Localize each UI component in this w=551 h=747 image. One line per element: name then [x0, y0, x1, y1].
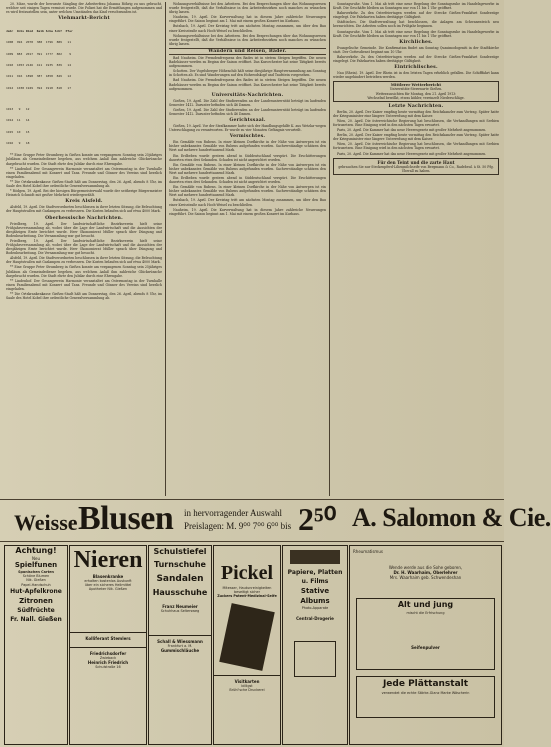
banner-price: 2⁵⁰ [298, 501, 337, 537]
article: Berlin, 20. April. Der Kaiser empfing heute vormittag den Reichskanzler zum Vortrag. Später hatte der Kriegsminister eine längere Unterredung mit dem Kaiser. [333, 133, 499, 142]
article: Ein Gemälde von Rubens. In einer kleinen Dorfkirche in der Nähe von Antwerpen ist ein bisher unbekanntes Gemälde von Rubens aufgefunden worden. Sachverständige schätzen den Wert auf mehrere hunderttausend Mark. [169, 185, 326, 198]
ad-line: Zitronen [19, 596, 53, 605]
ad-line: Neu [32, 556, 40, 561]
ad-title: Nieren [73, 547, 143, 573]
article: Evangelische Gemeinde. Die Konfirmation findet am Sonntag Quasimodogeniti in der Stadtkirche statt. Der Gottesdienst beginnt um 10 Uhr. [333, 45, 499, 54]
article: Ein Gemälde von Rubens. In einer kleinen Dorfkirche in der Nähe von Antwerpen ist ein bisher unbekanntes Gemälde von Rubens aufgefunden worden. Sachverständige schätzen den Wert auf mehrere hunderttausend Mark. [169, 140, 326, 153]
column-3 [333, 2, 499, 496]
column-1 [6, 2, 162, 496]
article: Butzbach, 19. April. Der Kreistag tritt am nächsten Montag zusammen, um über den Bau einer Kreisstraße nach Hoch-Weisel zu beschließen. [169, 24, 326, 33]
ad-line: Zuckers Patent-Medizinal-Seife [217, 594, 277, 599]
ad-line: Papiere, Platten [287, 569, 343, 576]
article: Nauheim, 19. April. Die Kurverwaltung hat in diesem Jahre zahlreiche Neuerungen eingeführt. Die Saison beginnt am 1. Mai mit einem großen Konzert im Kurhaus. [169, 207, 326, 216]
ad-line: Brühl'sche Druckerei [229, 687, 265, 692]
article: Friedberg, 19. April. Der landwirtschaftliche Bezirksverein hielt seine Frühjahrsversammlung ab, wobei über die Lage der Landwirtschaft und die Aussichten der diesjährigen Ernte berichtet wurde. Herr Ökonomierat Müller sprach über Düngung und Bodenbearbeitung. Die Versammlung war gut besucht. [6, 221, 162, 238]
weather-line: Universitäts-Sternwarte Gießen. [389, 87, 443, 92]
teint-ad-box [333, 158, 499, 175]
table-row: 1909 883 2017 391 1777 802 9 [6, 51, 72, 56]
heading-vermischtes: Vermischtes. [229, 134, 266, 140]
article: Nauheim, 19. April. Die Kurverwaltung hat in diesem Jahre zahlreiche Neuerungen eingeführt. Die Saison beginnt am 1. Mai mit einem großen Konzert im Kurhaus. [169, 15, 326, 24]
ad-pickel [213, 545, 281, 745]
article: Ein Gemälde von Rubens. In einer kleinen Dorfkirche in der Nähe von Antwerpen ist ein bisher unbekanntes Gemälde von Rubens aufgefunden worden. Sachverständige schätzen den Wert auf mehrere hunderttausend Mark. [169, 162, 326, 175]
banner-weisse: Weisse [14, 510, 78, 535]
article: Wohnungsverhältnisse bei den Arbeitern. Bei den Besprechungen über das Wohnungswesen wurde festgestellt, daß die Verhältnisse in den Arbeiterbezirken noch manches zu wünschen übrig lassen. [169, 33, 326, 46]
ad-achtung [4, 545, 68, 745]
article: ** Lindenhof. Der Gesangverein Harmonie veranstaltet am Ostermontag in der Turnhalle einen Familienabend mit Konzert und Tanz. Freunde und Gönner des Vereins sind herzlich eingeladen. [6, 278, 162, 291]
ad-line: Spielfunen [14, 561, 58, 569]
article: Sonntagsruhe. Vom 1. Mai ab tritt eine neue Regelung der Sonntagsruhe im Handelsgewerbe in Kraft. Die Geschäfte bleiben an Sonntagen nur von 11 bis 1 Uhr geöffnet. [333, 29, 499, 38]
ad-title: Achtung! [15, 546, 57, 555]
article: * Rödgen, 19. April. Bei der hiesigen Bürgermeisterwahl wurde der seitherige Bürgermeister Heinrich Schmidt mit großer Mehrheit wiedergewählt. [6, 189, 162, 198]
heading-viehmarkt: Viehmarkt-Bericht [58, 16, 110, 22]
heading-kreis: Kreis Alsfeld. [65, 199, 103, 205]
ad-line: Franz Neumeier [162, 604, 198, 609]
ad-line: Frankfurt a. M. [167, 644, 193, 649]
ad-subbox [214, 675, 280, 692]
ad-line: Papel-Handschuh [21, 582, 51, 587]
ad-line: Südfrüchte [17, 606, 55, 614]
ad-line: Albums [300, 597, 330, 605]
ad-line: Fr. Nall. Gießen [10, 615, 62, 623]
heading-wandern: Wandern und Reisen, Bäder. [169, 48, 326, 55]
ad-line: Mrs. Waarhaim geb. Schwendeshan [389, 575, 462, 580]
table-row: 1908 994 2078 388 1796 889 11 [6, 40, 72, 45]
teint-text: gebrauchen Sie nur Steckenpferd-Lilienmilchseife von Bergmann & Co., Radebeul. à St. 50 Pfg. Überall zu haben. [338, 164, 494, 173]
article: ** Die Ortskrankenkasse Gießen-Stadt hält am Donnerstag, den 26. April, abends 8 Uhr, im Saale des Hotel Kobel ihre ordentliche Generalversammlung ab. [6, 292, 162, 301]
ad-line: mischt die Erfrischung [406, 611, 445, 615]
article: Wien, 20. April. Die österreichische Regierung hat beschlossen, die Verhandlungen mit Serbien fortzusetzen. Eine Einigung wird in den nächsten Tagen erwartet. [333, 142, 499, 151]
teint-title: Für den Teint und die zarte Haut [377, 159, 455, 165]
article: Alsfeld, 19. April. Die Stadtverordneten beschlossen in ihrer letzten Sitzung, die Beleuchtung der Hauptstraßen mit Gaslampen zu verbessern. Die Kosten belaufen sich auf etwa 4000 Mark. [6, 205, 162, 214]
banner-preislagen: Preislagen: M. 9⁰⁰ 7⁰⁰ 6⁰⁰ bis [184, 521, 292, 531]
article: Ein Erdbeben wurde gestern abend in Süddeutschland verspürt. Die Erschütterungen dauerten etwa drei Sekunden. Schaden ist nicht angerichtet worden. [169, 176, 326, 185]
article: ** Die Ortskrankenkasse Gießen-Stadt hält am Donnerstag, den 26. April, abends 8 Uhr, im Saale des Hotel Kobel ihre ordentliche Generalversammlung ab. [6, 179, 162, 189]
banner-bottom-rule [0, 541, 504, 542]
table-row: 1911 916 1898 387 1858 849 12 [6, 74, 72, 79]
ad-schulstiefel [148, 545, 212, 745]
weather-title: Mittlerer Wetterbericht [390, 82, 442, 88]
ad-line: Rheumatismus [353, 549, 383, 554]
product-illustration [219, 603, 275, 671]
blusen-banner [0, 500, 551, 540]
ad-line: Schall & Wiessmann [157, 639, 203, 645]
ad-line: über ein sicheres Heilmittel [84, 583, 132, 588]
article: Paris, 20. April. Die Kammer hat das neue Heeresgesetz mit großer Mehrheit angenommen. [337, 151, 487, 156]
market-table [6, 22, 162, 153]
heading-eintrichlisches: Eintrichlisches. [394, 65, 438, 71]
article: Gießen, 19. April. Die Zahl der Studierenden an der Landesuniversität beträgt im laufenden Semester 1412. Darunter befinden sich 46 Damen. [169, 98, 326, 107]
article: Sonntagsruhe. Vom 1. Mai ab tritt eine neue Regelung der Sonntagsruhe im Handelsgewerbe in Kraft. Die Geschäfte bleiben an Sonntagen nur von 11 bis 1 Uhr geöffnet. [333, 2, 499, 11]
ad-line: Stative [300, 587, 330, 595]
ad-line: Dr. H. Waarhaim, Oberlehrer [393, 570, 458, 575]
article: ** Eine Gruppe Peter Strumberg in Gießen konnte am vergangenen Sonntag sein 25jähriges Jubiläum als Gemeindediener begehen, aus welchem Anlaß ihm zahlreiche Glückwünsche dargebracht wurden. Die Stadt ehrte den Jubilar durch eine Ehrengabe. [6, 265, 162, 278]
banner-blusen: Blusen [78, 500, 174, 537]
ad-line: Mitesser, Hautunreinigkeiten [222, 586, 272, 590]
weather-line: Wetteraussichten für Montag, den 21. April 1913: [375, 91, 457, 96]
ad-line: Central-Drogerie [296, 616, 334, 622]
article: Ein Erdbeben wurde gestern abend in Süddeutschland verspürt. Die Erschütterungen dauerten etwa drei Sekunden. Schaden ist nicht angerichtet worden. [169, 153, 326, 162]
article: Wohnungsverhältnisse bei den Arbeitern. Bei den Besprechungen über das Wohnungswesen wurde festgestellt, daß die Verhältnisse in den Arbeiterbezirken noch manches zu wünschen übrig lassen. [169, 2, 326, 15]
article: Berlin, 20. April. Der Kaiser empfing heute vormittag den Reichskanzler zum Vortrag. Später hatte der Kriegsminister eine längere Unterredung mit dem Kaiser. [333, 109, 499, 118]
ad-line: erhalten kostenlos Auskunft [84, 579, 132, 583]
ad-line: Schuhhaus Seltersweg [160, 609, 200, 613]
ad-subbox [70, 647, 146, 669]
ad-line: beseitigt sicher [233, 590, 261, 595]
ad-line: Hut-Apfelkrone [10, 587, 62, 595]
camera-illustration [290, 550, 340, 564]
ad-line: Sandalen [156, 574, 204, 584]
article-intro: 20. März, wurde der bewusste Sängling der Arbeiterfrau Johanna Röhrig zu uns gebracht, welcher seit einigen Tagen vermisst wurde. Die Polizei hat die Ermittlungen aufgenommen und es wird festzustellen sein, unter welchen Umständen das Kind verschwunden ist. [6, 2, 162, 15]
table-row: 1912 1038 1949 394 1918 818 17 [6, 85, 72, 90]
ad-line: u. Films [301, 578, 329, 585]
article: Butzbach, 19. April. Der Kreistag tritt am nächsten Montag zusammen, um über den Bau einer Kreisstraße nach Hoch-Weisel zu beschließen. [169, 198, 326, 207]
table-row: 1914 11 14 [6, 118, 30, 123]
ad-title: Pickel [220, 562, 274, 584]
article: Gießen, 19. April. Die Zahl der Studierenden an der Landesuniversität beträgt im laufenden Semester 1412. Darunter befinden sich 46 Damen. [169, 107, 326, 116]
article: Städtisches. Die Stadtverwaltung hat beschlossen, die Anlagen am Schwanenteich neu herzurichten. Die Arbeiten sollen noch im Frühjahr beginnen. [333, 20, 499, 29]
ad-line: Nik. Gießen [26, 578, 46, 583]
ad-line: Visitkarten [234, 678, 260, 684]
article: Wien, 20. April. Die österreichische Regierung hat beschlossen, die Verhandlungen mit Serbien fortzusetzen. Eine Einigung wird in den nächsten Tagen erwartet. [333, 118, 499, 127]
article: Paris, 20. April. Die Kammer hat das neue Heeresgesetz mit großer Mehrheit angenommen. [337, 128, 487, 133]
product-illustration [294, 641, 336, 677]
article: ** Eine Gruppe Peter Strumberg in Gießen konnte am vergangenen Sonntag sein 25jähriges Jubiläum als Gemeindediener begehen, aus welchem Anlaß ihm zahlreiche Glückwünsche dargebracht wurden. Die Stadt ehrte den Jubilar durch eine Ehrengabe. [6, 153, 162, 166]
ad-nieren [69, 545, 147, 745]
table-row: 1915 10 15 [6, 129, 30, 134]
ad-line: Wende werde aus die Sohe geboren, [388, 565, 463, 570]
ad-line: Schulstraße 16 [95, 664, 121, 669]
table-row: 1913 9 12 [6, 106, 30, 111]
ad-line: Seifenpulver [411, 645, 440, 651]
article: Nau (Rhein). 19. April. Der Rhein ist in den letzten Tagen erheblich gefallen. Die Schifffahrt kann wieder ungehindert betrieben werden. [333, 71, 499, 80]
ad-line: Gummischläuche [160, 648, 200, 654]
column-divider [329, 2, 330, 496]
ad-line: verwendet die echte Stärke-Glanz Marke Wäscherin [381, 691, 470, 695]
article: ** Lindenhof. Der Gesangverein Harmonie veranstaltet am Ostermontag in der Turnhalle einen Familienabend mit Konzert und Tanz. Freunde und Gönner des Vereins sind herzlich eingeladen. [6, 166, 162, 179]
ad-line: Friedrichsdorfer [89, 650, 127, 656]
article: Gießen, 19. April. Vor der Strafkammer hatte sich der Handlungsgehilfe K. aus Wetzlar wegen Unterschlagung zu verantworten. Er wurde zu vier Monaten Gefängnis verurteilt. [169, 124, 326, 133]
ad-line: Apotheker Nik. Gießen [88, 587, 128, 592]
ad-line: Photo-Apparate [301, 606, 329, 610]
ad-subbox [70, 632, 146, 641]
article: Bad Nauheim. Die Fremdenfrequenz des Bades ist in stetem Steigen begriffen. Die neuen Badehäuser werden zu Beginn der Saison eröffnet. Das Kurorchester hat seine Tätigkeit bereits aufgenommen. [169, 78, 326, 91]
ad-line: Schöne Blumen [22, 574, 50, 579]
ad-subbox [149, 635, 211, 653]
article: Bahnverkehr. Zu den Osterfeiertagen werden auf der Strecke Gießen-Frankfurt Sonderzüge eingelegt. Die Fahrkarten haben dreitägige Gültigkeit. [333, 11, 499, 20]
ad-line: Heinrich Friedrich [87, 659, 129, 665]
heading-gericht: Gerichtssaal. [229, 118, 266, 124]
ad-family [349, 545, 502, 745]
table-head: Jahr Ochs Rind Kalb Schw Schf Pfer [6, 28, 73, 33]
ad-line: Jede Plättanstalt [382, 679, 469, 689]
article: Friedberg, 19. April. Der landwirtschaftliche Bezirksverein hielt seine Frühjahrsversammlung ab, wobei über die Lage der Landwirtschaft und die Aussichten der diesjährigen Ernte berichtet wurde. Herr Ökonomierat Müller sprach über Düngung und Bodenbearbeitung. Die Versammlung war gut besucht. [6, 238, 162, 256]
banner-firm: A. Salomon & Cie. [352, 503, 551, 532]
ad-line: Alt und jung [397, 600, 454, 609]
column-2 [169, 2, 326, 496]
heading-universitaet: Universitäts-Nachrichten. [211, 92, 284, 98]
article: Bahnverkehr. Zu den Osterfeiertagen werden auf der Strecke Gießen-Frankfurt Sonderzüge eingelegt. Die Fahrkarten haben dreitägige Gültigkeit. [333, 54, 499, 64]
table-row: 1916 9 18 [6, 140, 30, 145]
ad-photo [282, 545, 348, 745]
ad-line: Blasenkranke [92, 574, 124, 579]
article: Bad Nauheim. Die Fremdenfrequenz des Bades ist in stetem Steigen begriffen. Die neuen Badehäuser werden zu Beginn der Saison eröffnet. Das Kurorchester hat seine Tätigkeit bereits aufgenommen. [169, 55, 326, 69]
ad-subbox [356, 676, 495, 718]
article: Alsfeld, 19. April. Die Stadtverordneten beschlossen in ihrer letzten Sitzung, die Beleuchtung der Hauptstraßen mit Gaslampen zu verbessern. Die Kosten belaufen sich auf etwa 4000 Mark. [6, 256, 162, 265]
heading-letzte-nachrichten: Letzte Nachrichten. [388, 103, 444, 109]
table-row: 1910 1053 2146 411 1935 839 14 [6, 63, 72, 68]
ad-line: Kolliferant Stemlers [85, 635, 131, 641]
ad-line: Zwieback [99, 655, 117, 660]
ad-title: Schulstiefel [153, 547, 207, 556]
ad-line: Hausschuhe [152, 588, 208, 597]
ad-line: Spanischen Carten [18, 570, 54, 574]
weather-line: Wechselnd bewölkt, etwas kühler, vereinzelt Niederschläge. [367, 95, 465, 100]
column-divider [165, 2, 166, 496]
weather-box [333, 81, 499, 101]
heading-kirchliches: Kirchliches. [399, 39, 433, 45]
article: Schotten. Der Vogelsberger Höhenclub hält seine diesjährige Hauptversammlung am Sonntag in Schotten ab. Es sind Wanderungen auf den Hoherodskopf und Taufstein vorgesehen. [169, 69, 326, 78]
ad-line: Turnschuhe [154, 560, 206, 569]
ad-subbox [356, 598, 495, 670]
ad-line: billigst [241, 683, 253, 688]
heading-oberhessen: Oberhessische Nachrichten. [45, 215, 123, 221]
banner-auswahl: in hervorragender Auswahl [184, 508, 282, 518]
